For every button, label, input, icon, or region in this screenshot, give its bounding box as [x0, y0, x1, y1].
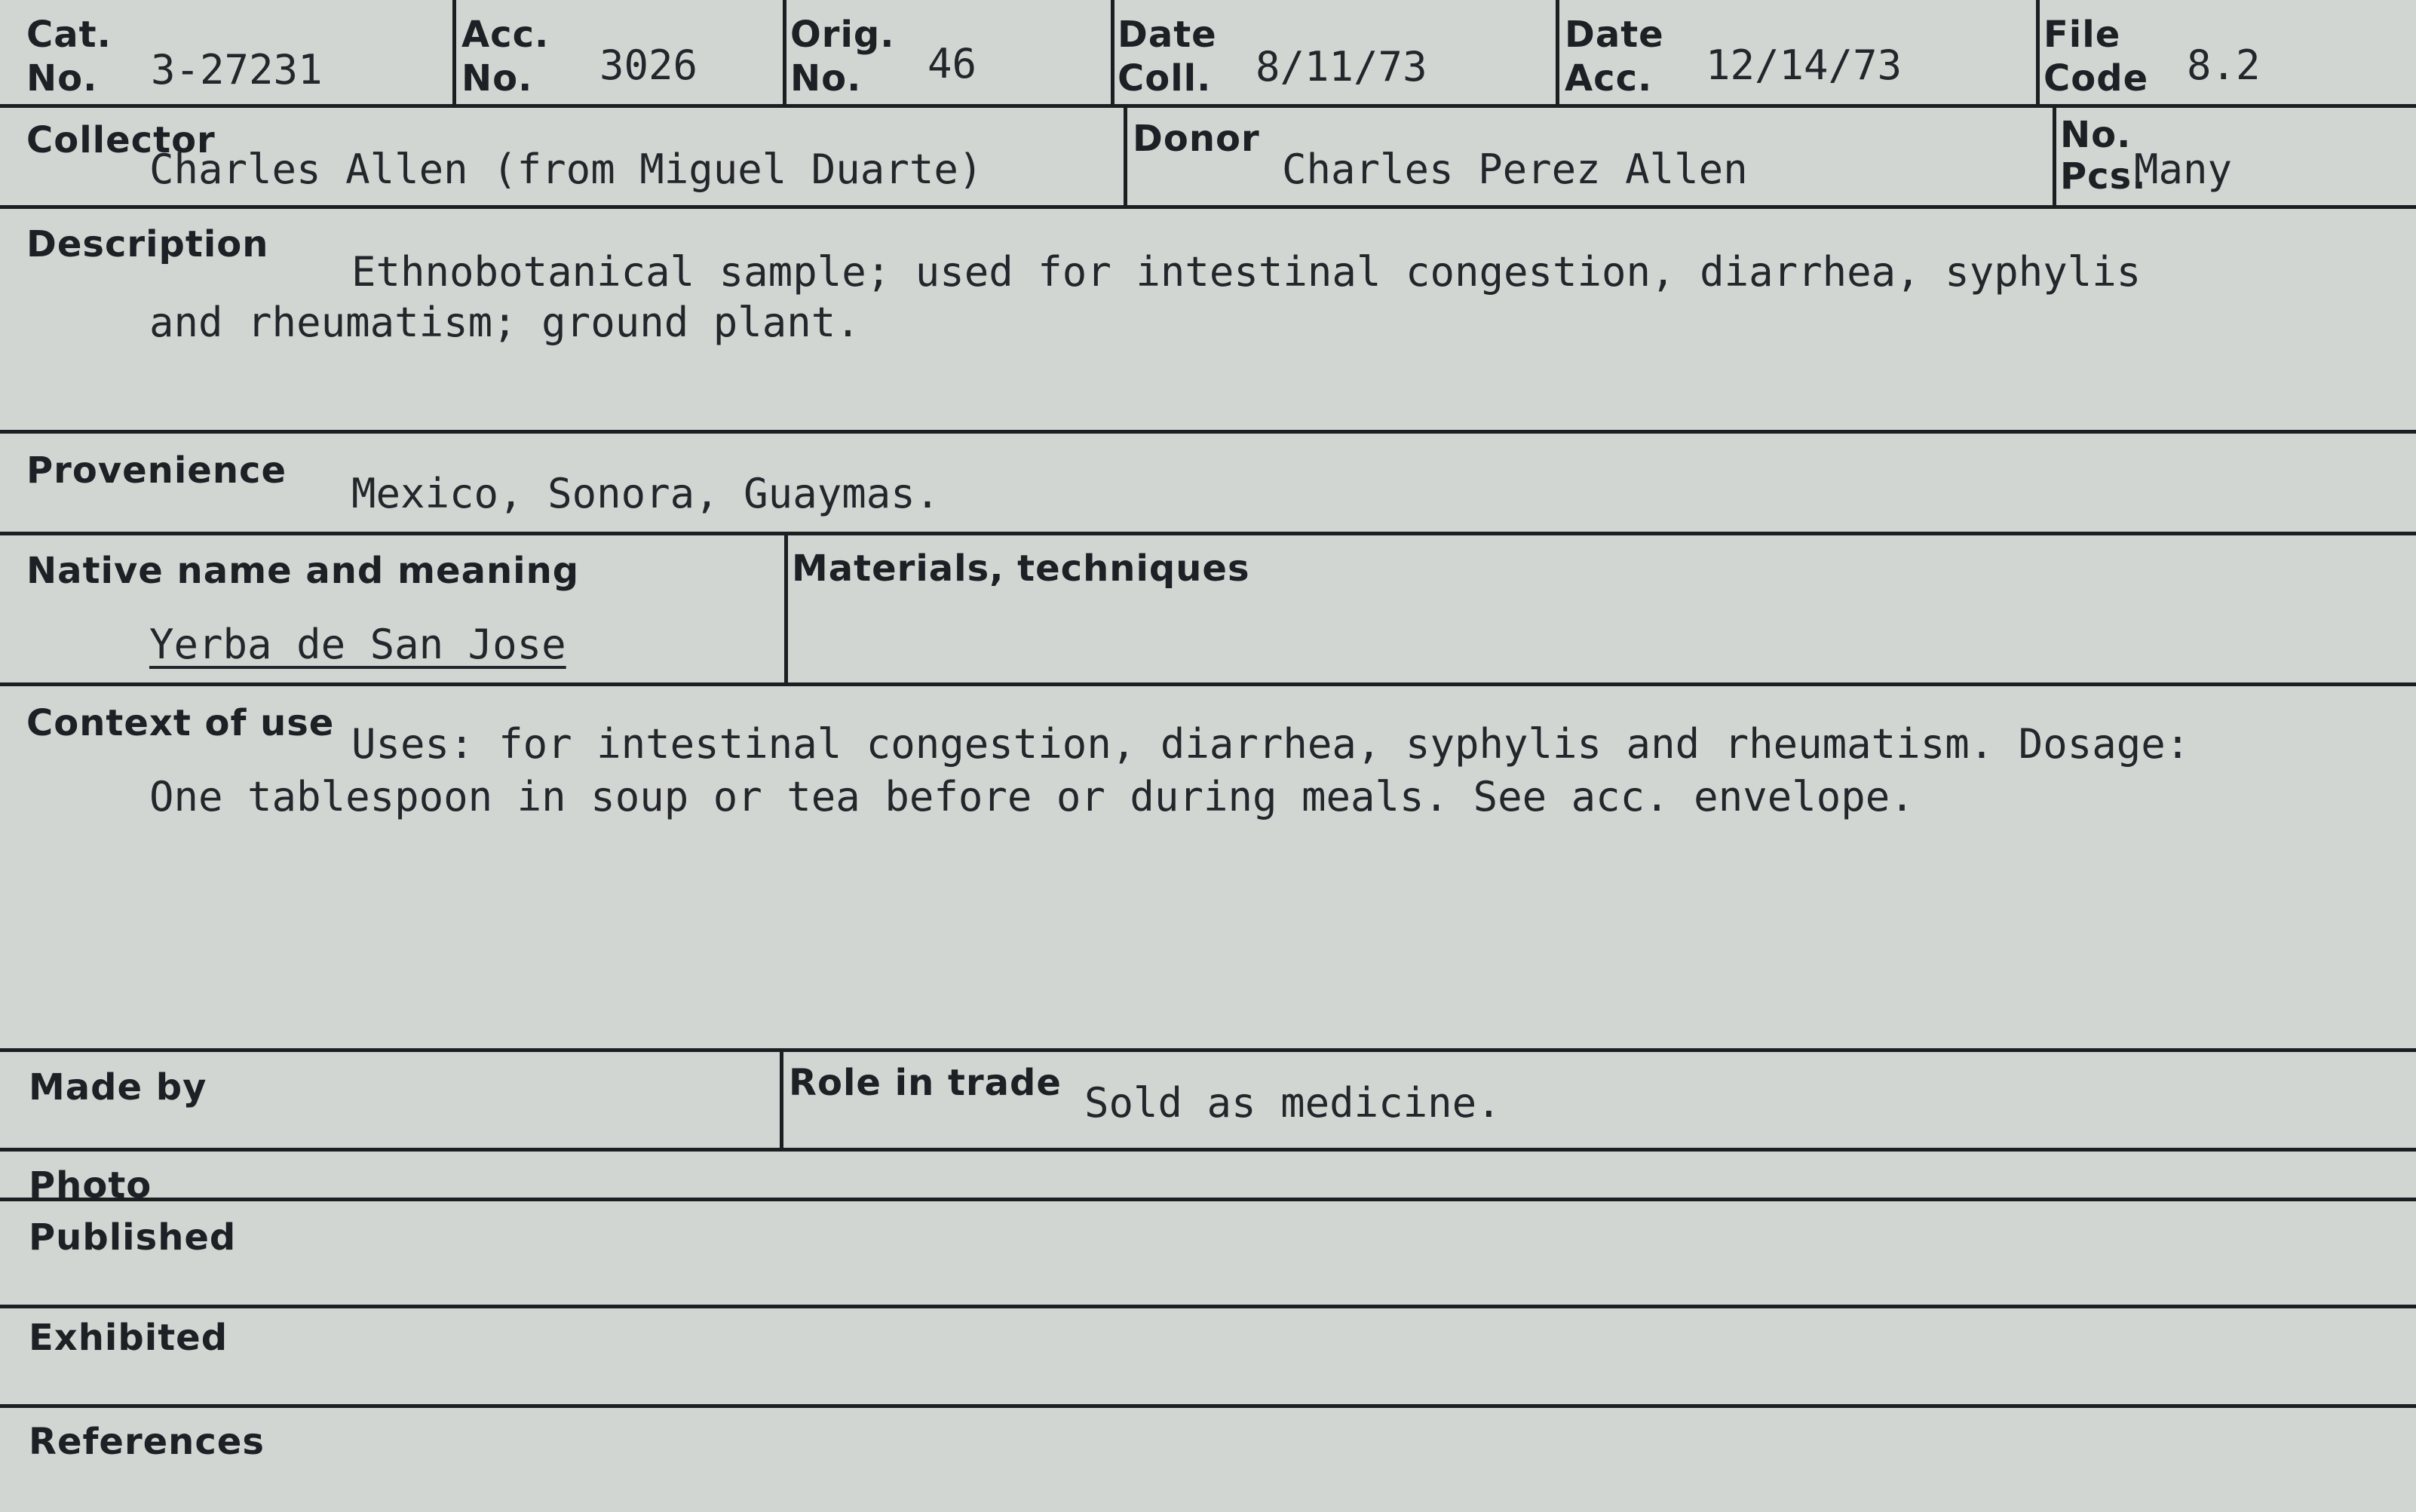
provenience-value: Mexico, Sonora, Guaymas.: [351, 470, 940, 517]
date-acc-label-2: Acc.: [1565, 57, 1653, 100]
file-code-label-2: Code: [2043, 57, 2149, 100]
photo-label: Photo: [29, 1164, 152, 1207]
context-line-1: Uses: for intestinal congestion, diarrhea, syphylis and rheumatism. Dosage:: [351, 720, 2191, 768]
context-label: Context of use: [26, 702, 335, 744]
date-coll-label-2: Coll.: [1118, 57, 1212, 100]
made-by-label: Made by: [29, 1066, 207, 1109]
rule-madeby-div: [780, 1050, 783, 1150]
rule-exhibited-bottom: [0, 1404, 2416, 1408]
provenience-label: Provenience: [26, 449, 287, 492]
acc-number: 3026: [599, 41, 698, 89]
orig-number: 46: [927, 40, 977, 87]
rule-header-div-5: [2036, 0, 2040, 106]
description-line-1: Ethnobotanical sample; used for intestinal congestion, diarrhea, syphylis: [351, 248, 2142, 296]
native-name-label: Native name and meaning: [26, 550, 580, 592]
description-label: Description: [26, 223, 269, 265]
collector-value: Charles Allen (from Miguel Duarte): [149, 146, 983, 193]
materials-label: Materials, techniques: [792, 547, 1250, 590]
donor-value: Charles Perez Allen: [1282, 146, 1748, 193]
acc-label-no: No.: [461, 57, 533, 100]
date-coll-label: Date: [1118, 14, 1217, 56]
date-collected: 8/11/73: [1256, 43, 1427, 90]
rule-header-div-2: [783, 0, 786, 106]
pieces-value: Many: [2134, 146, 2233, 193]
rule-donor-div: [1124, 106, 1127, 207]
rule-header-div-3: [1111, 0, 1114, 106]
rule-header-div-1: [452, 0, 456, 106]
acc-label: Acc.: [461, 14, 550, 56]
rule-published-bottom: [0, 1305, 2416, 1308]
rule-header-div-4: [1556, 0, 1559, 106]
rule-description-bottom: [0, 430, 2416, 434]
references-label: References: [29, 1421, 265, 1463]
rule-context-bottom: [0, 1048, 2416, 1052]
orig-label-no: No.: [790, 57, 862, 100]
role-in-trade-label: Role in trade: [789, 1062, 1062, 1104]
role-in-trade-value: Sold as medicine.: [1084, 1079, 1501, 1127]
date-acc-label: Date: [1565, 14, 1664, 56]
file-code: 8.2: [2187, 41, 2261, 89]
rule-pcs-div: [2053, 106, 2056, 207]
rule-provenience-bottom: [0, 532, 2416, 535]
rule-native-div: [784, 534, 788, 685]
published-label: Published: [29, 1216, 237, 1259]
description-line-2: and rheumatism; ground plant.: [149, 299, 860, 346]
rule-photo-bottom: [0, 1198, 2416, 1201]
pieces-label: No.: [2060, 114, 2132, 156]
rule-madeby-bottom: [0, 1148, 2416, 1152]
date-accessioned: 12/14/73: [1706, 41, 1902, 89]
cat-number: 3-27231: [151, 46, 323, 94]
collector-label: Collector: [26, 119, 216, 161]
cat-label: Cat.: [26, 14, 112, 56]
rule-native-bottom: [0, 682, 2416, 686]
cat-label-no: No.: [26, 57, 98, 100]
pieces-label-2: Pcs.: [2060, 155, 2147, 198]
native-name-value: Yerba de San Jose: [149, 621, 566, 668]
orig-label: Orig.: [790, 14, 895, 56]
donor-label: Donor: [1133, 118, 1260, 160]
exhibited-label: Exhibited: [29, 1317, 228, 1359]
file-code-label: File: [2043, 14, 2121, 56]
context-line-2: One tablespoon in soup or tea before or during meals. See acc. envelope.: [149, 773, 1915, 820]
